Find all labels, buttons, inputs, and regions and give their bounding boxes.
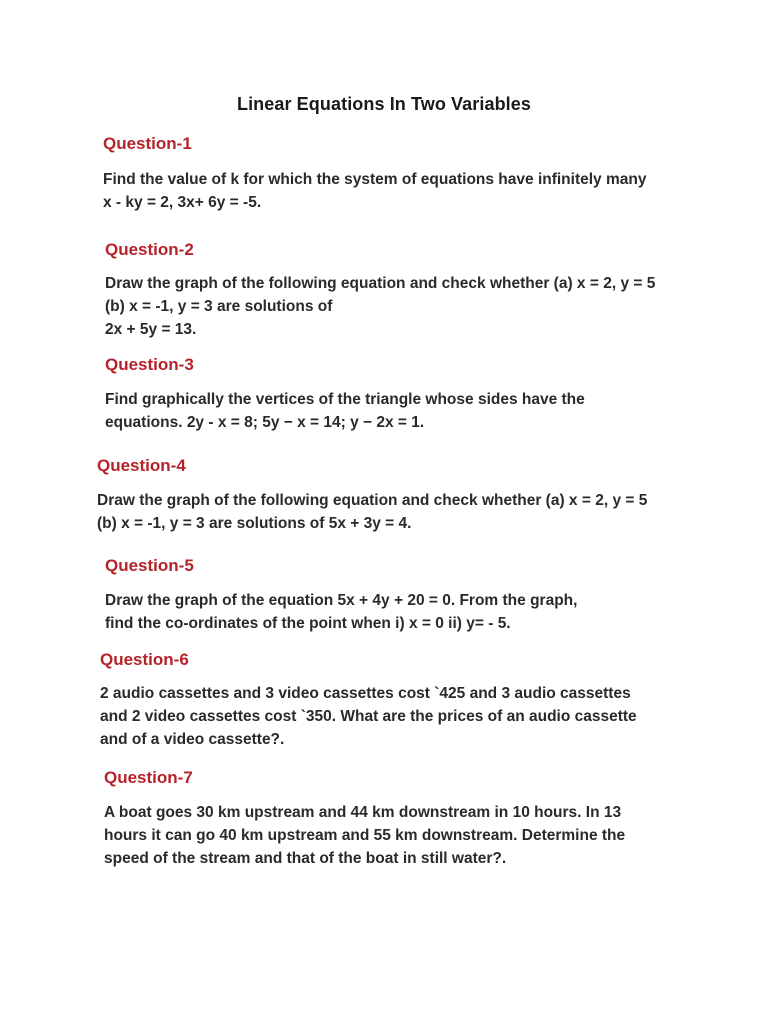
- question-4-text: [97, 489, 647, 535]
- question-4-heading: Question-4: [97, 456, 186, 475]
- question-1-text: [103, 168, 646, 214]
- question-6-heading: Question-6: [100, 650, 189, 669]
- question-5-heading: Question-5: [105, 556, 194, 575]
- question-2-line-2: (b) x = -1, y = 3 are solutions of: [105, 298, 333, 315]
- question-2-line-3: 2x + 5y = 13.: [105, 321, 197, 338]
- question-7-line-3: speed of the stream and that of the boat in still water?.: [104, 850, 507, 867]
- question-5-text: [105, 589, 577, 635]
- question-2-line-1: Draw the graph of the following equation and check whether (a) x = 2, y = 5: [105, 275, 656, 292]
- question-1-heading: Question-1: [103, 134, 192, 153]
- question-1-line-2: x - ky = 2, 3x+ 6y = -5.: [103, 194, 262, 211]
- question-3-heading: Question-3: [105, 355, 194, 374]
- question-7-line-2: hours it can go 40 km upstream and 55 km downstream. Determine the: [104, 827, 626, 844]
- question-4-line-1: Draw the graph of the following equation and check whether (a) x = 2, y = 5: [97, 492, 648, 509]
- question-7-text: [104, 801, 625, 870]
- question-6-line-1: 2 audio cassettes and 3 video cassettes cost `425 and 3 audio cassettes: [100, 685, 631, 702]
- question-2-heading: Question-2: [105, 240, 194, 259]
- question-3-line-2: equations. 2y - x = 8; 5y − x = 14; y − 2x = 1.: [105, 414, 425, 431]
- question-5-line-1: Draw the graph of the equation 5x + 4y + 20 = 0. From the graph,: [105, 592, 578, 609]
- question-2-text: [105, 272, 655, 341]
- question-6-line-3: and of a video cassette?.: [100, 731, 285, 748]
- question-1-line-1: Find the value of k for which the system of equations have infinitely many: [103, 171, 647, 188]
- question-6-text: [100, 682, 637, 751]
- question-3-text: [105, 388, 585, 434]
- question-7-heading: Question-7: [104, 768, 193, 787]
- question-6-line-2: and 2 video cassettes cost `350. What are the prices of an audio cassette: [100, 708, 637, 725]
- question-3-line-1: Find graphically the vertices of the triangle whose sides have the: [105, 391, 585, 408]
- document-title: Linear Equations In Two Variables: [236, 94, 532, 114]
- question-4-line-2: (b) x = -1, y = 3 are solutions of 5x + 3y = 4.: [97, 515, 412, 532]
- question-7-line-1: A boat goes 30 km upstream and 44 km downstream in 10 hours. In 13: [104, 804, 622, 821]
- question-5-line-2: find the co-ordinates of the point when i) x = 0 ii) y= - 5.: [105, 615, 511, 632]
